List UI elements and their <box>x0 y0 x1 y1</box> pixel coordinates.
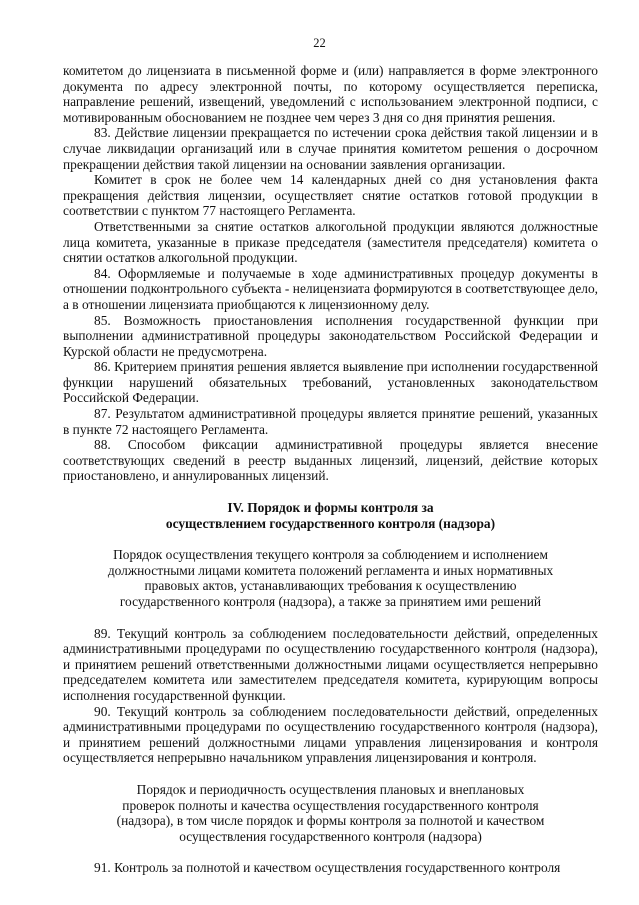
paragraph: 87. Результатом административной процедуры является принятие решений, указанных в пункте 72 настоящего Регламента. <box>63 406 598 437</box>
paragraph: 89. Текущий контроль за соблюдением последовательности действий, определенных административными процедурами по осуществлению государственного контроля (надзора), и принятием решений ответственными должностными лицами осуществляется непрерывно председателем комитета или заместителем председателя комитета, курирующим вопросы исполнения государственной функции. <box>63 625 598 703</box>
spacer <box>63 531 598 547</box>
spacer <box>63 766 598 782</box>
paragraph: комитетом до лицензиата в письменной форме и (или) направляется в форме электронного документа по адресу электронной почты, по которому осуществляется переписка, направление решений, извещений, уведомлений с использованием электронной подписи, с мотивированным обоснованием не позднее чем через 3 дня со дня принятия решения. <box>63 63 598 125</box>
paragraph: Комитет в срок не более чем 14 календарных дней со дня установления факта прекращения действия лицензии, осуществляет снятие остатков готовой продукции в соответствии с пунктом 77 настоящего Регламента. <box>63 172 598 219</box>
paragraph: 88. Способом фиксации административной процедуры является внесение соответствующих сведений в реестр выданных лицензий, лицензий, действие которых приостановлено, и аннулированных лицензий. <box>63 437 598 484</box>
paragraph: 86. Критерием принятия решения является выявление при исполнении государственной функции нарушений обязательных требований, установленных законодательством Российской Федерации. <box>63 359 598 406</box>
page-content <box>63 63 598 876</box>
paragraph: 85. Возможность приостановления исполнения государственной функции при выполнении административной процедуры законодательством Российской Федерации и Курской области не предусмотрена. <box>63 312 598 359</box>
paragraph: 83. Действие лицензии прекращается по истечении срока действия такой лицензии и в случае ликвидации организаций или в случае принятия комитетом решения о досрочном прекращении действия такой лицензии на основании заявления организации. <box>63 125 598 172</box>
subsection-heading: Порядок осуществления текущего контроля за соблюдением и исполнением должностными лицами комитета положений регламента и иных нормативных правовых актов, устанавливающих требования к осуществлению государственного контроля (надзора), а также за принятием ими решений <box>107 547 554 609</box>
spacer <box>63 484 598 500</box>
section-heading: осуществлением государственного контроля (надзора) <box>165 515 496 531</box>
paragraph: 90. Текущий контроль за соблюдением последовательности действий, определенных административными процедурами по осуществлению государственного контроля (надзора), и принятием решений должностными лицами управления лицензирования и контроля осуществляется непрерывно начальником управления лицензирования и контроля. <box>63 703 598 766</box>
spacer <box>63 610 598 626</box>
spacer <box>63 844 598 860</box>
paragraph: 84. Оформляемые и получаемые в ходе административных процедур документы в отношении подконтрольного субъекта - нелицензиата формируются в соответствующее дело, а в отношении лицензиата приобщаются к лицензионному делу. <box>63 265 598 312</box>
subsection-heading: Порядок и периодичность осуществления плановых и внеплановых проверок полноты и качества осуществления государственного контроля (надзора), в том числе порядок и формы контроля за полнотой и качеством осуществления государственного контроля (надзора) <box>116 781 545 844</box>
page-number: 22 <box>313 36 326 50</box>
paragraph: 91. Контроль за полнотой и качеством осуществления государственного контроля <box>94 860 561 876</box>
paragraph: Ответственными за снятие остатков алкогольной продукции являются должностные лица комитета, указанные в приказе председателя (заместителя председателя) комитета о снятии остатков алкогольной продукции. <box>63 218 598 266</box>
section-heading: IV. Порядок и формы контроля за <box>227 500 434 516</box>
